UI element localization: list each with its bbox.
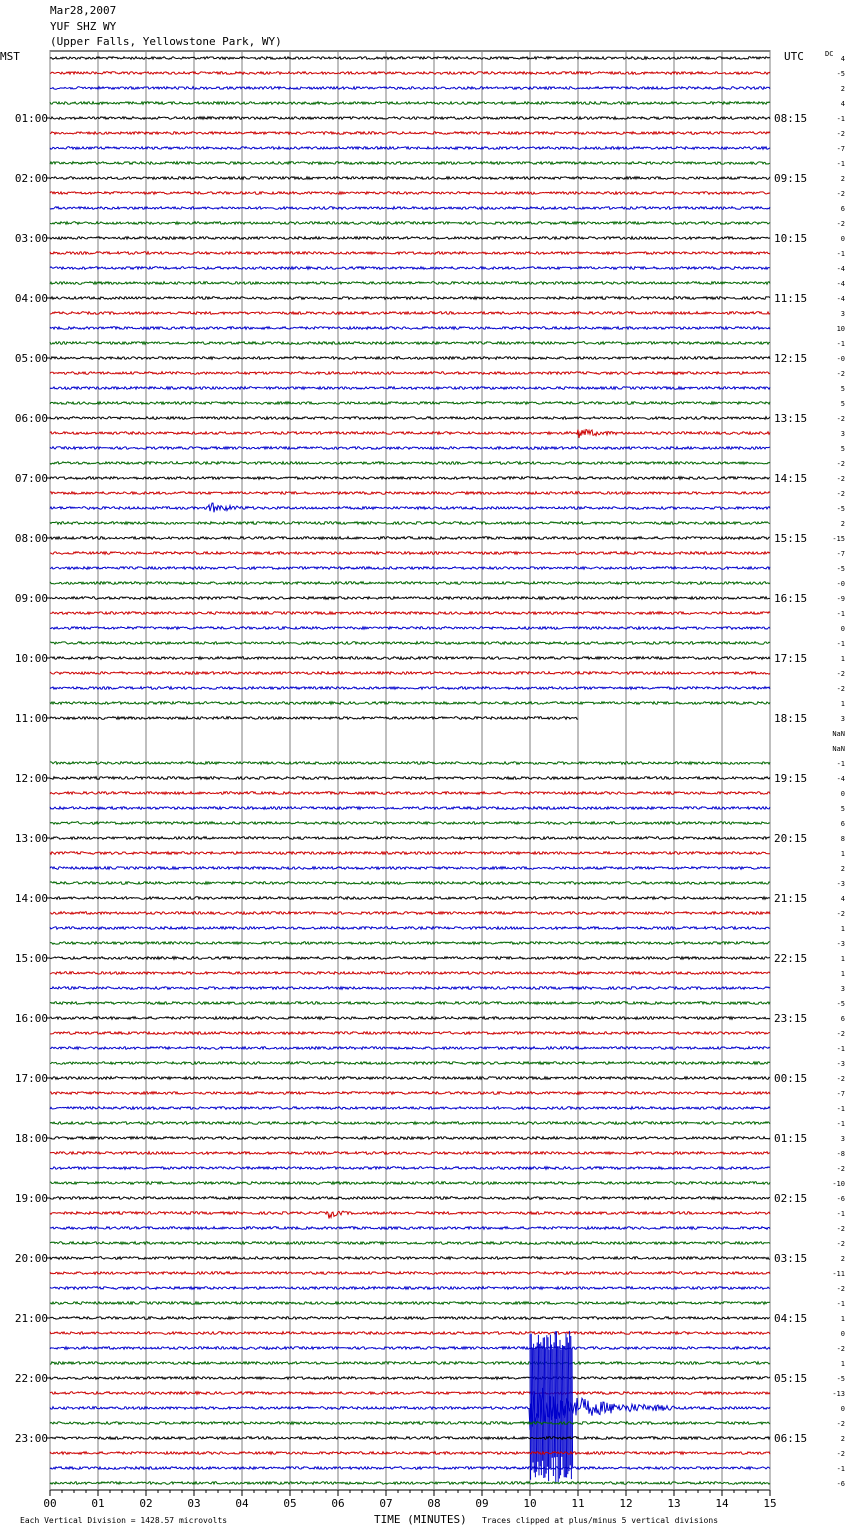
utc-hour-label: 22:15: [774, 952, 808, 965]
dc-offset-label: -6: [836, 1480, 845, 1488]
seismic-trace: [50, 1017, 770, 1020]
dc-offset-label: -2: [836, 1420, 845, 1428]
dc-offset-label: -1: [836, 1300, 845, 1308]
seismic-trace: [50, 957, 770, 960]
mst-hour-label: 18:00: [14, 1132, 48, 1145]
dc-offset-label: -3: [836, 940, 845, 948]
dc-offset-label: 2: [840, 865, 845, 873]
dc-offset-label: -6: [836, 1195, 845, 1203]
dc-offset-label: 3: [840, 430, 845, 438]
seismic-trace: [50, 672, 770, 675]
seismic-trace: [50, 1092, 770, 1095]
seismic-trace: [50, 537, 770, 540]
seismic-trace: [50, 882, 770, 885]
mst-hour-label: 05:00: [14, 352, 48, 365]
seismic-trace: [50, 1197, 770, 1200]
dc-offset-label: 2: [840, 520, 845, 528]
mst-hour-label: 17:00: [14, 1072, 48, 1085]
dc-offset-label: -5: [836, 1000, 845, 1008]
dc-offset-label: -2: [836, 1285, 845, 1293]
seismic-trace: [50, 1211, 770, 1218]
dc-offset-label: NaN: [832, 745, 845, 753]
seismic-trace: [50, 1002, 770, 1005]
dc-offset-label: 0: [840, 790, 845, 798]
seismic-trace: [50, 552, 770, 555]
seismic-trace: [50, 402, 770, 405]
seismic-trace: [50, 792, 770, 795]
dc-offset-label: 5: [840, 400, 845, 408]
x-tick-label: 00: [43, 1497, 57, 1510]
seismic-trace: [50, 912, 770, 915]
dc-offset-label: 2: [840, 1255, 845, 1263]
utc-hour-label: 11:15: [774, 292, 808, 305]
mst-hour-label: 21:00: [14, 1312, 48, 1325]
x-tick-label: 09: [475, 1497, 489, 1510]
seismic-trace: [50, 252, 770, 255]
dc-offset-label: -5: [836, 505, 845, 513]
seismic-trace: [50, 897, 770, 900]
utc-hour-label: 03:15: [774, 1252, 808, 1265]
utc-hour-label: 09:15: [774, 172, 808, 185]
utc-hour-label: 05:15: [774, 1372, 808, 1385]
dc-offset-label: -1: [836, 1210, 845, 1218]
dc-offset-label: 4: [840, 55, 845, 63]
seismic-trace: [50, 597, 770, 600]
seismic-trace: [50, 162, 770, 165]
dc-offset-label: -2: [836, 490, 845, 498]
seismic-trace: [50, 1317, 770, 1320]
mst-hour-label: 06:00: [14, 412, 48, 425]
dc-offset-label: -1: [836, 610, 845, 618]
seismic-trace: [50, 57, 770, 60]
seismic-trace: [50, 582, 770, 585]
dc-offset-label: 0: [840, 235, 845, 243]
seismic-trace: [50, 312, 770, 315]
utc-hour-label: 14:15: [774, 472, 808, 485]
dc-offset-label: -1: [836, 1120, 845, 1128]
x-tick-label: 08: [427, 1497, 441, 1510]
seismic-trace: [50, 987, 770, 990]
seismic-trace: [50, 297, 770, 300]
utc-hour-label: 16:15: [774, 592, 808, 605]
station-code: YUF SHZ WY: [50, 20, 117, 33]
utc-hour-label: 10:15: [774, 232, 808, 245]
seismic-trace: [50, 417, 770, 420]
dc-offset-label: -2: [836, 910, 845, 918]
dc-offset-label: 5: [840, 805, 845, 813]
seismic-trace: [50, 102, 770, 105]
dc-axis-label: DC: [825, 50, 834, 58]
dc-offset-label: 0: [840, 1330, 845, 1338]
seismic-trace: [50, 267, 770, 270]
station-location: (Upper Falls, Yellowstone Park, WY): [50, 35, 282, 48]
mst-hour-label: 01:00: [14, 112, 48, 125]
dc-offset-label: -1: [836, 640, 845, 648]
dc-offset-label: 2: [840, 175, 845, 183]
x-tick-label: 05: [283, 1497, 297, 1510]
dc-offset-label: 1: [840, 970, 845, 978]
seismic-trace: [50, 1137, 770, 1140]
clip-note: Traces clipped at plus/minus 5 vertical divisions: [482, 1516, 719, 1525]
seismic-trace: [50, 1302, 770, 1305]
mst-hour-label: 14:00: [14, 892, 48, 905]
dc-offset-label: NaN: [832, 730, 845, 738]
seismic-trace: [50, 1032, 770, 1035]
mst-hour-label: 02:00: [14, 172, 48, 185]
dc-offset-label: 5: [840, 385, 845, 393]
dc-offset-label: 1: [840, 850, 845, 858]
dc-offset-label: -2: [836, 1240, 845, 1248]
dc-offset-label: -1: [836, 760, 845, 768]
dc-offset-label: -7: [836, 1090, 845, 1098]
mst-hour-label: 23:00: [14, 1432, 48, 1445]
scale-note: Each Vertical Division = 1428.57 microvolts: [20, 1516, 228, 1525]
seismic-trace: [50, 503, 770, 512]
utc-hour-label: 20:15: [774, 832, 808, 845]
utc-hour-label: 17:15: [774, 652, 808, 665]
dc-offset-label: 6: [840, 820, 845, 828]
dc-offset-label: -1: [836, 1045, 845, 1053]
seismic-trace: [50, 1047, 770, 1050]
dc-offset-label: 3: [840, 310, 845, 318]
dc-offset-label: -2: [836, 1165, 845, 1173]
utc-hour-label: 06:15: [774, 1432, 808, 1445]
clipped-event: [530, 1331, 573, 1484]
seismic-trace: [50, 777, 770, 780]
dc-offset-label: -3: [836, 880, 845, 888]
seismic-trace: [50, 837, 770, 840]
seismic-trace: [50, 1287, 770, 1290]
seismic-trace: [50, 627, 770, 630]
dc-offset-label: -1: [836, 340, 845, 348]
seismic-trace: [50, 477, 770, 480]
dc-offset-label: 1: [840, 1360, 845, 1368]
seismic-trace: [50, 702, 770, 705]
seismic-trace: [50, 867, 770, 870]
seismic-trace: [50, 72, 770, 75]
seismic-trace: [50, 642, 770, 645]
dc-offset-label: -2: [836, 130, 845, 138]
mst-hour-label: 11:00: [14, 712, 48, 725]
seismic-trace: [50, 1377, 770, 1380]
seismic-trace: [50, 1062, 770, 1065]
mst-hour-label: 04:00: [14, 292, 48, 305]
seismic-trace: [50, 342, 770, 345]
dc-offset-label: 6: [840, 1015, 845, 1023]
dc-offset-label: -2: [836, 370, 845, 378]
dc-offset-label: -2: [836, 1450, 845, 1458]
seismic-trace: [50, 1242, 770, 1245]
seismic-trace: [50, 357, 770, 360]
dc-offset-label: -4: [836, 295, 845, 303]
dc-offset-label: -2: [836, 475, 845, 483]
dc-offset-label: -8: [836, 1150, 845, 1158]
dc-offset-label: -1: [836, 115, 845, 123]
utc-hour-label: 01:15: [774, 1132, 808, 1145]
seismic-trace: [50, 430, 770, 439]
x-tick-label: 02: [139, 1497, 153, 1510]
utc-hour-label: 23:15: [774, 1012, 808, 1025]
dc-offset-label: 6: [840, 205, 845, 213]
seismic-trace: [50, 522, 770, 525]
x-tick-label: 11: [571, 1497, 585, 1510]
utc-hour-label: 04:15: [774, 1312, 808, 1325]
utc-hour-label: 02:15: [774, 1192, 808, 1205]
seismic-trace: [50, 1182, 770, 1185]
dc-offset-label: -2: [836, 415, 845, 423]
utc-hour-label: 21:15: [774, 892, 808, 905]
dc-offset-label: 3: [840, 715, 845, 723]
dc-offset-label: 1: [840, 925, 845, 933]
seismic-trace: [50, 1347, 770, 1350]
trace-group: [50, 57, 770, 1485]
seismic-trace: [50, 222, 770, 225]
seismic-trace: [50, 462, 770, 465]
seismic-trace: [50, 1107, 770, 1110]
mst-hour-label: 10:00: [14, 652, 48, 665]
dc-offset-label: -1: [836, 1105, 845, 1113]
seismic-trace: [50, 1482, 770, 1485]
dc-offset-label: -2: [836, 670, 845, 678]
mst-hour-label: 12:00: [14, 772, 48, 785]
dc-offset-label: -2: [836, 220, 845, 228]
seismic-trace: [50, 1077, 770, 1080]
seismic-trace: [50, 972, 770, 975]
dc-offset-label: -5: [836, 70, 845, 78]
dc-offset-label: -0: [836, 580, 845, 588]
seismic-trace: [50, 117, 770, 120]
dc-offset-label: -2: [836, 1075, 845, 1083]
mst-hour-label: 03:00: [14, 232, 48, 245]
plot-date: Mar28,2007: [50, 4, 117, 17]
x-tick-label: 15: [763, 1497, 777, 1510]
label-group: [15, 55, 845, 1510]
seismic-trace: [50, 942, 770, 945]
dc-offset-label: -3: [836, 1060, 845, 1068]
seismic-trace: [50, 1452, 770, 1455]
x-tick-label: 12: [619, 1497, 633, 1510]
x-tick-label: 14: [715, 1497, 729, 1510]
utc-hour-label: 19:15: [774, 772, 808, 785]
dc-offset-label: -4: [836, 280, 845, 288]
mst-hour-label: 22:00: [14, 1372, 48, 1385]
dc-offset-label: -5: [836, 565, 845, 573]
seismic-trace: [50, 612, 770, 615]
seismic-trace: [50, 1467, 770, 1470]
seismic-trace: [50, 657, 770, 660]
dc-offset-label: 8: [840, 835, 845, 843]
x-tick-label: 06: [331, 1497, 345, 1510]
seismic-trace: [50, 822, 770, 825]
mst-hour-label: 19:00: [14, 1192, 48, 1205]
seismic-trace: [50, 147, 770, 150]
mst-hour-label: 16:00: [14, 1012, 48, 1025]
seismic-trace: [50, 1392, 770, 1395]
seismic-trace: [50, 1332, 770, 1335]
seismic-trace: [50, 447, 770, 450]
seismic-trace: [50, 927, 770, 930]
dc-offset-label: -2: [836, 1345, 845, 1353]
x-tick-label: 07: [379, 1497, 393, 1510]
dc-offset-label: 4: [840, 100, 845, 108]
dc-offset-label: -2: [836, 685, 845, 693]
dc-offset-label: 4: [840, 895, 845, 903]
dc-offset-label: -2: [836, 190, 845, 198]
seismic-trace: [50, 237, 770, 240]
mst-axis-label: MST: [0, 50, 20, 63]
seismic-trace: [50, 387, 770, 390]
x-tick-label: 04: [235, 1497, 249, 1510]
seismic-trace: [50, 492, 770, 495]
seismic-trace: [50, 1122, 770, 1125]
dc-offset-label: 1: [840, 700, 845, 708]
seismic-trace: [50, 687, 770, 690]
dc-offset-label: -2: [836, 460, 845, 468]
utc-hour-label: 13:15: [774, 412, 808, 425]
seismic-trace: [50, 1257, 770, 1260]
x-tick-label: 10: [523, 1497, 537, 1510]
dc-offset-label: 3: [840, 985, 845, 993]
dc-offset-label: -5: [836, 1375, 845, 1383]
dc-offset-label: 2: [840, 1435, 845, 1443]
dc-offset-label: -10: [832, 1180, 845, 1188]
seismic-trace: [50, 762, 770, 765]
dc-offset-label: 0: [840, 1405, 845, 1413]
x-tick-label: 01: [91, 1497, 105, 1510]
mst-hour-label: 20:00: [14, 1252, 48, 1265]
mst-hour-label: 09:00: [14, 592, 48, 605]
dc-offset-label: -9: [836, 595, 845, 603]
seismic-trace: [50, 1272, 770, 1275]
seismic-trace: [50, 327, 770, 330]
seismic-trace: [50, 1167, 770, 1170]
dc-offset-label: 10: [836, 325, 845, 333]
dc-offset-label: 5: [840, 445, 845, 453]
dc-offset-label: -0: [836, 355, 845, 363]
dc-offset-label: -4: [836, 775, 845, 783]
dc-offset-label: 0: [840, 625, 845, 633]
utc-hour-label: 15:15: [774, 532, 808, 545]
dc-offset-label: -2: [836, 1225, 845, 1233]
x-axis-title: TIME (MINUTES): [374, 1513, 467, 1526]
seismic-trace: [50, 87, 770, 90]
utc-axis-label: UTC: [784, 50, 804, 63]
x-tick-label: 13: [667, 1497, 681, 1510]
x-tick-label: 03: [187, 1497, 201, 1510]
utc-hour-label: 00:15: [774, 1072, 808, 1085]
dc-offset-label: -1: [836, 250, 845, 258]
seismic-trace: [50, 372, 770, 375]
mst-hour-label: 07:00: [14, 472, 48, 485]
seismic-trace: [50, 1422, 770, 1425]
dc-offset-label: -1: [836, 1465, 845, 1473]
dc-offset-label: -11: [832, 1270, 845, 1278]
dc-offset-label: 1: [840, 1315, 845, 1323]
utc-hour-label: 08:15: [774, 112, 808, 125]
seismic-trace: [50, 282, 770, 285]
mst-hour-label: 15:00: [14, 952, 48, 965]
seismic-trace: [50, 1437, 770, 1440]
mst-hour-label: 13:00: [14, 832, 48, 845]
dc-offset-label: 1: [840, 955, 845, 963]
seismic-trace: [50, 1227, 770, 1230]
seismic-trace: [50, 1362, 770, 1365]
utc-hour-label: 12:15: [774, 352, 808, 365]
dc-offset-label: -4: [836, 265, 845, 273]
dc-offset-label: 3: [840, 1135, 845, 1143]
dc-offset-label: -13: [832, 1390, 845, 1398]
seismic-trace: [50, 567, 770, 570]
seismic-trace: [50, 717, 578, 720]
seismic-trace: [50, 852, 770, 855]
dc-offset-label: -15: [832, 535, 845, 543]
seismic-trace: [50, 207, 770, 210]
seismic-trace: [50, 192, 770, 195]
seismic-trace: [50, 807, 770, 810]
seismic-trace: [50, 177, 770, 180]
dc-offset-label: -1: [836, 160, 845, 168]
seismic-trace: [50, 1152, 770, 1155]
dc-offset-label: -7: [836, 550, 845, 558]
dc-offset-label: 2: [840, 85, 845, 93]
seismic-trace: [50, 132, 770, 135]
dc-offset-label: -2: [836, 1030, 845, 1038]
utc-hour-label: 18:15: [774, 712, 808, 725]
dc-offset-label: -7: [836, 145, 845, 153]
dc-offset-label: 1: [840, 655, 845, 663]
mst-hour-label: 08:00: [14, 532, 48, 545]
